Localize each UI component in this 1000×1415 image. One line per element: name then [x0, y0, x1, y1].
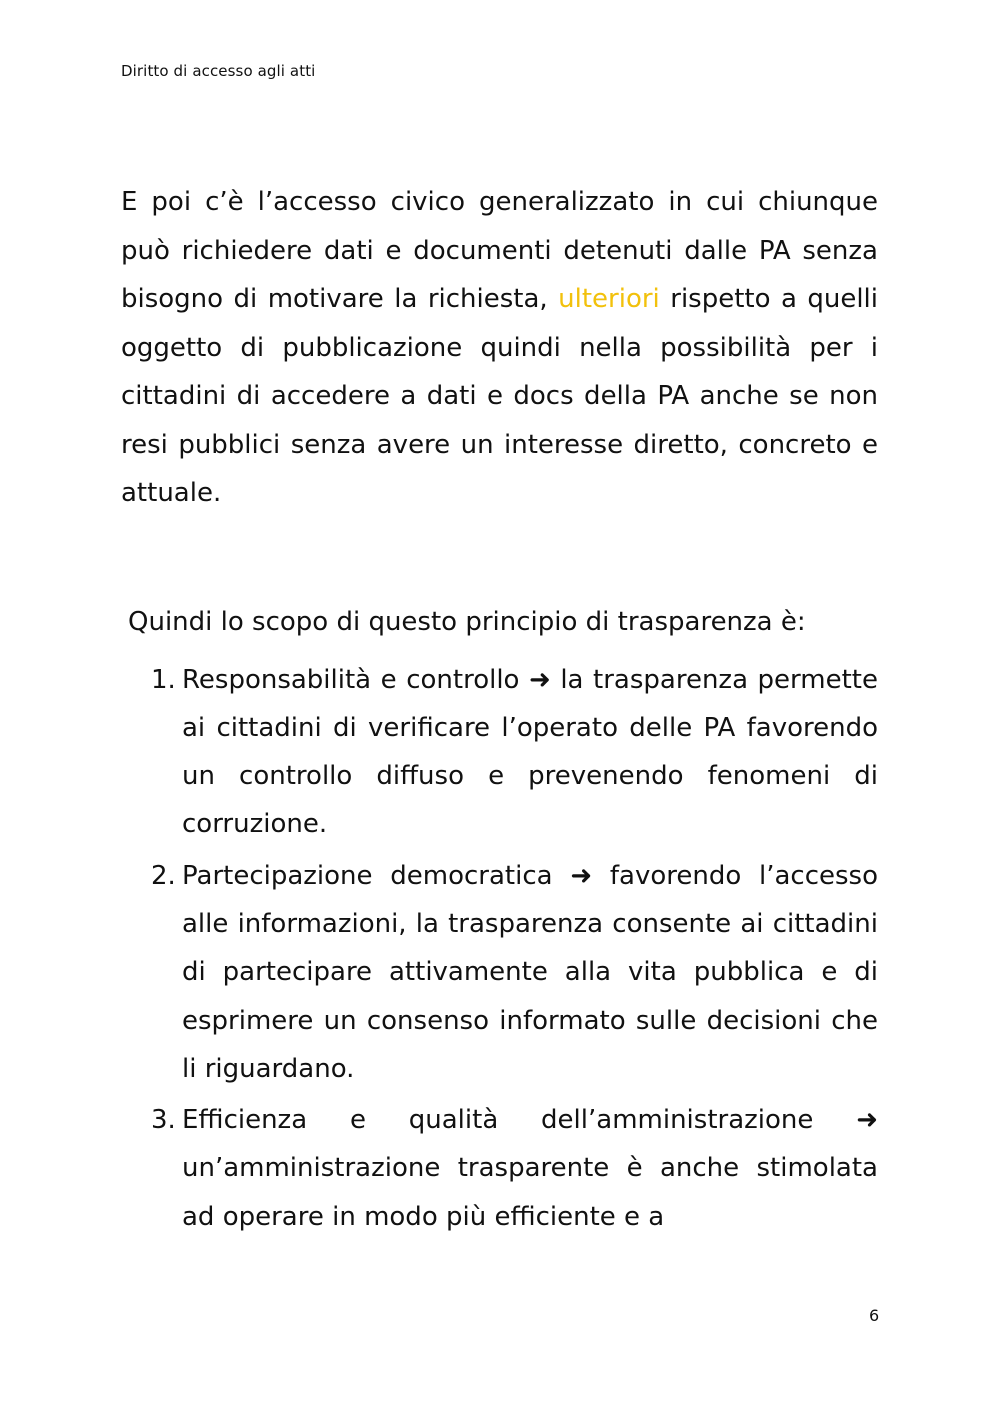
list-item [121, 1096, 878, 1241]
paragraph-text-start: E poi c’è l’accesso civico generalizzato in cui chiunque può richiedere dati e documenti detenuti dalle PA senza bisogno di motivare la richiesta, [121, 187, 878, 314]
highlighted-word: ulteriori [558, 284, 660, 314]
list-item-number: 1. [151, 664, 176, 695]
list-item [121, 656, 878, 849]
list-intro: Quindi lo scopo di questo principio di trasparenza è: [128, 606, 806, 637]
main-paragraph [121, 178, 878, 518]
list-item-text: Efficienza e qualità dell’amministrazione ➜ un’amministrazione trasparente è anche stimolata ad operare in modo più efficiente e a [182, 1105, 878, 1232]
paragraph-text-end: rispetto a quelli oggetto di pubblicazione quindi nella possibilità per i cittadini di accedere a dati e docs della PA anche se non resi pubblici senza avere un interesse diretto, concreto e attuale. [121, 284, 878, 508]
list-item-number: 3. [151, 1105, 176, 1136]
page-body [121, 178, 878, 1244]
list-item-text: Responsabilità e controllo ➜ la trasparenza permette ai cittadini di verificare l’operato delle PA favorendo un controllo diffuso e prevenendo fenomeni di corruzione. [182, 664, 878, 840]
list-item-number: 2. [151, 860, 176, 891]
page-number: 6 [869, 1306, 880, 1325]
list-item [121, 852, 878, 1093]
running-header: Diritto di accesso agli atti [121, 62, 316, 80]
list-item-text: Partecipazione democratica ➜ favorendo l’accesso alle informazioni, la trasparenza consente ai cittadini di partecipare attivamente alla vita pubblica e di esprimere un consenso informato sulle decisioni che li riguardano. [182, 860, 878, 1084]
numbered-list [121, 656, 878, 1242]
